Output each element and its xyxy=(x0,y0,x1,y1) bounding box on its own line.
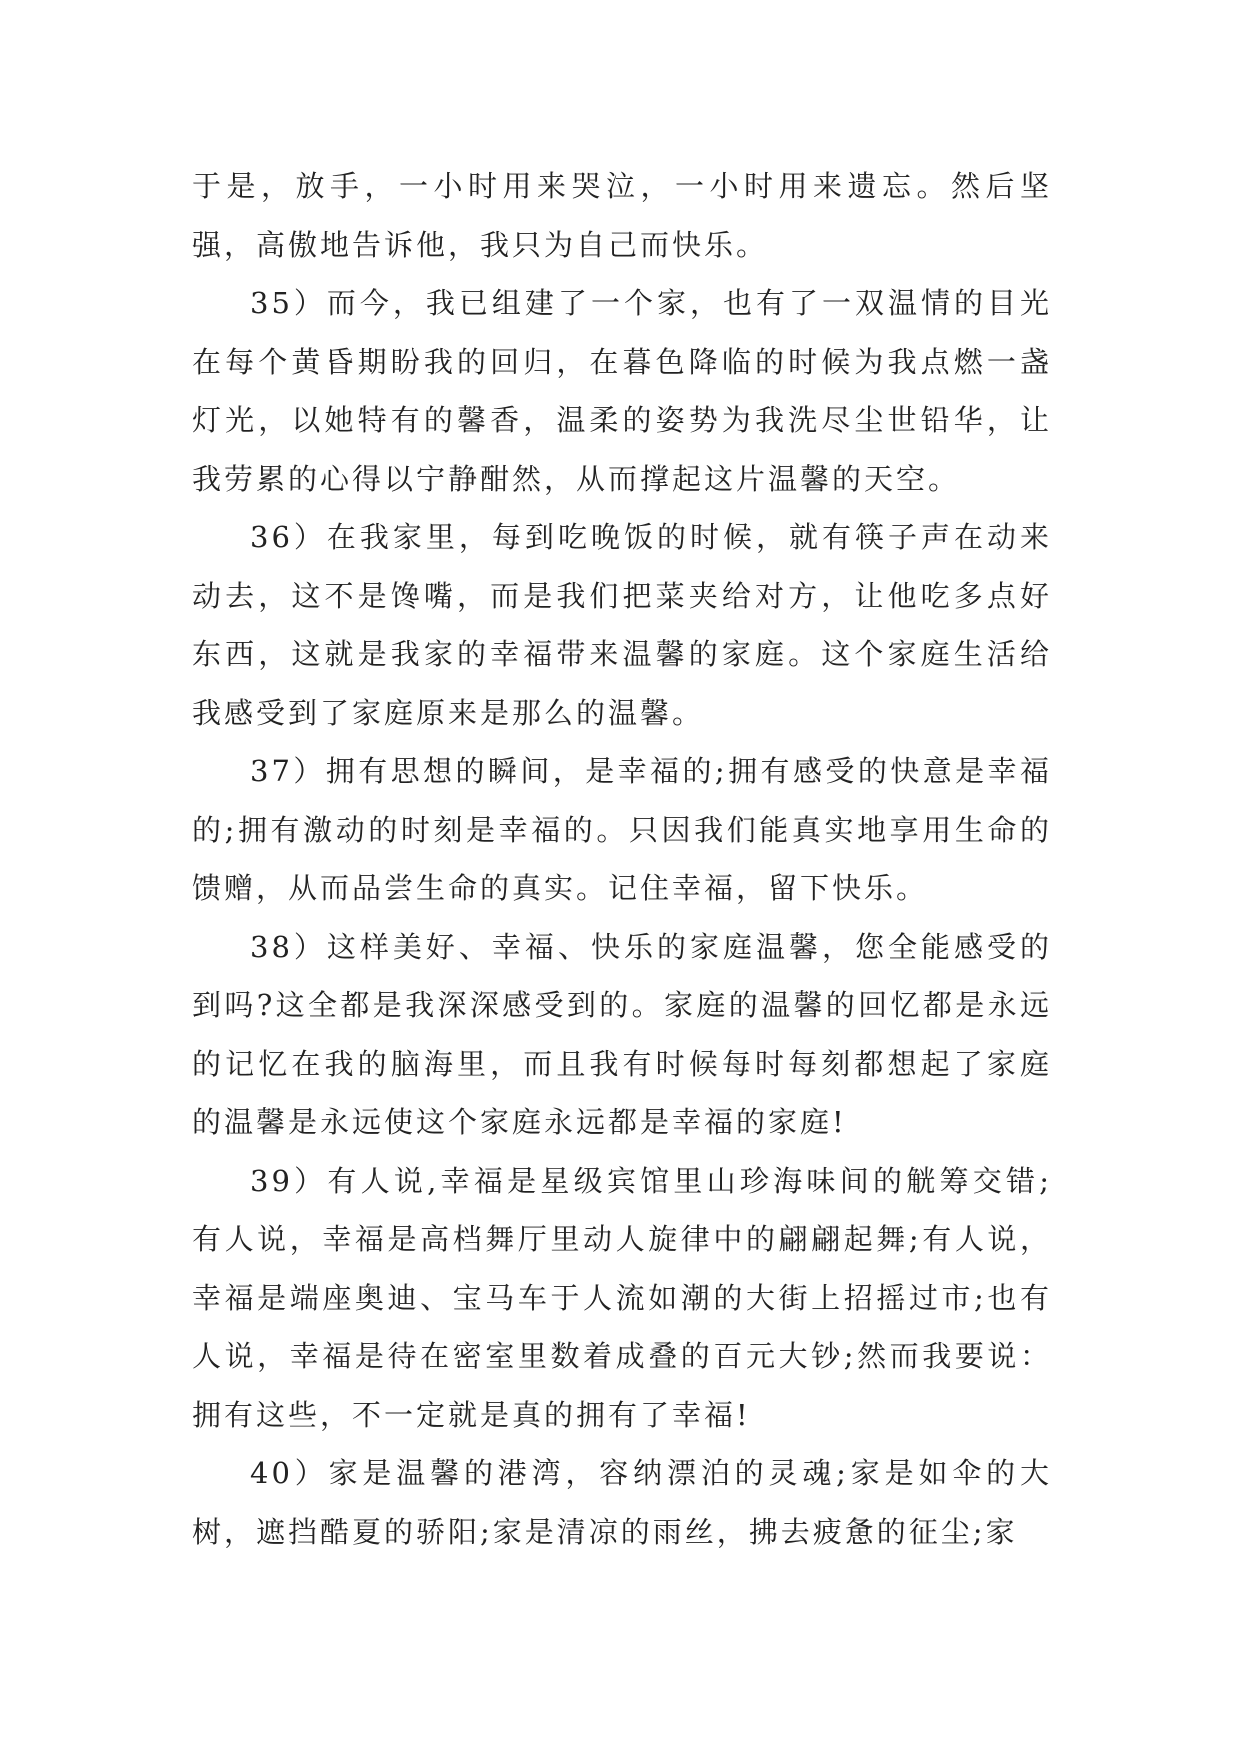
paragraph-37: 37）拥有思想的瞬间，是幸福的;拥有感受的快意是幸福的;拥有激动的时刻是幸福的。只因我们能真实地享用生命的馈赠，从而品尝生命的真实。记住幸福，留下快乐。 xyxy=(192,754,1052,905)
paragraph-40: 40）家是温馨的港湾，容纳漂泊的灵魂;家是如伞的大树，遮挡酷夏的骄阳;家是清凉的雨丝，拂去疲惫的征尘;家 xyxy=(192,1456,1052,1549)
paragraph-39: 39）有人说,幸福是星级宾馆里山珍海味间的觥筹交错;有人说，幸福是高档舞厅里动人旋律中的翩翩起舞;有人说，幸福是端座奥迪、宝马车于人流如潮的大街上招摇过市;也有人说，幸福是待在密室里数着成叠的百元大钞;然而我要说：拥有这些，不一定就是真的拥有了幸福! xyxy=(192,1163,1052,1432)
paragraph-38: 38）这样美好、幸福、快乐的家庭温馨，您全能感受的到吗?这全都是我深深感受到的。家庭的温馨的回忆都是永远的记忆在我的脑海里，而且我有时候每时每刻都想起了家庭的温馨是永远使这个家庭永远都是幸福的家庭! xyxy=(192,929,1052,1139)
paragraph-continuation: 于是，放手，一小时用来哭泣，一小时用来遗忘。然后坚强，高傲地告诉他，我只为自己而快乐。 xyxy=(192,169,1052,262)
document-body xyxy=(192,157,1052,1561)
paragraph-36: 36）在我家里，每到吃晚饭的时候，就有筷子声在动来动去，这不是馋嘴，而是我们把菜夹给对方，让他吃多点好东西，这就是我家的幸福带来温馨的家庭。这个家庭生活给我感受到了家庭原来是那么的温馨。 xyxy=(192,520,1052,730)
paragraph-35: 35）而今，我已组建了一个家，也有了一双温情的目光在每个黄昏期盼我的回归，在暮色降临的时候为我点燃一盏灯光，以她特有的馨香，温柔的姿势为我洗尽尘世铅华，让我劳累的心得以宁静酣然，从而撑起这片温馨的天空。 xyxy=(192,286,1052,496)
